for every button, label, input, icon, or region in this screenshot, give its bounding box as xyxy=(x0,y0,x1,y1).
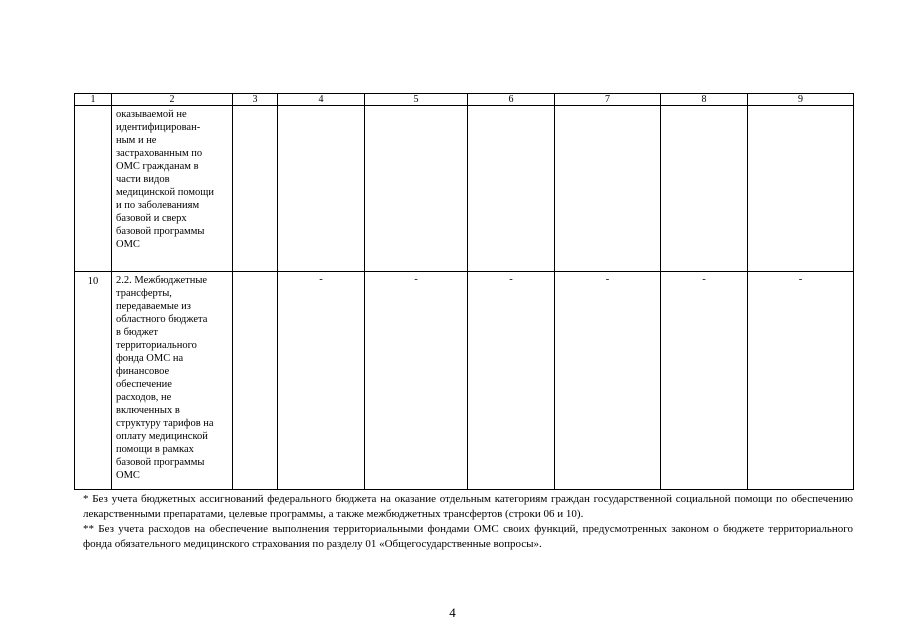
table-cell xyxy=(233,106,278,272)
row-number xyxy=(75,106,112,272)
footnote-2: ** Без учета расходов на обеспечение выполнения территориальными фондами ОМС своих функций, предусмотренных законом о бюджете территориального фонда обязательного медицинского страхования по разделу 01 «Общегосударственные вопросы». xyxy=(83,523,853,550)
text-line: расходов, не xyxy=(116,392,172,403)
cell-col-9: - xyxy=(748,272,854,490)
text-line: ОМС гражданам в xyxy=(116,161,199,172)
footnote-1: * Без учета бюджетных ассигнований федерального бюджета на оказание отдельным категориям граждан государственной социальной помощи по обеспечению лекарственными препаратами, целевые программы, а также межбюджетных трансфертов (строки 06 и 10). xyxy=(83,493,853,520)
footnotes xyxy=(83,492,853,552)
table-cell xyxy=(555,106,661,272)
text-line: фонда ОМС на xyxy=(116,353,184,364)
cell-col-7: - xyxy=(555,272,661,490)
column-number-row xyxy=(75,94,854,106)
text-line: финансовое xyxy=(116,366,170,377)
text-line: областного бюджета xyxy=(116,314,208,325)
text-line: базовой и сверх xyxy=(116,213,187,224)
text-line: застрахованным по xyxy=(116,148,203,159)
cell-col-3 xyxy=(233,272,278,490)
text-line: трансферты, xyxy=(116,288,172,299)
cell-col-4: - xyxy=(278,272,365,490)
text-line: помощи в рамках xyxy=(116,444,194,455)
text-line: в бюджет xyxy=(116,327,158,338)
cell-col-8: - xyxy=(661,272,748,490)
row-number: 10 xyxy=(75,272,112,490)
col-header-8: 8 xyxy=(661,94,748,106)
page-number: 4 xyxy=(449,605,456,620)
row-description xyxy=(112,106,233,272)
table-cell xyxy=(365,106,468,272)
text-line: идентифицирован- xyxy=(116,122,201,133)
text-line: оплату медицинской xyxy=(116,431,208,442)
col-header-3: 3 xyxy=(233,94,278,106)
col-header-5: 5 xyxy=(365,94,468,106)
col-header-6: 6 xyxy=(468,94,555,106)
text-line: базовой программы xyxy=(116,457,205,468)
table-cell xyxy=(661,106,748,272)
cell-col-5: - xyxy=(365,272,468,490)
table-row-continued xyxy=(75,106,854,272)
col-header-2: 2 xyxy=(112,94,233,106)
table-cell xyxy=(468,106,555,272)
table-cell xyxy=(278,106,365,272)
text-line: части видов xyxy=(116,174,170,185)
col-header-9: 9 xyxy=(748,94,854,106)
text-line: структуру тарифов на xyxy=(116,418,214,429)
text-line: оказываемой не xyxy=(116,109,187,120)
text-line: ОМС xyxy=(116,239,140,250)
text-line: территориального xyxy=(116,340,197,351)
table-cell xyxy=(748,106,854,272)
text-line: медицинской помощи xyxy=(116,187,214,198)
col-header-4: 4 xyxy=(278,94,365,106)
budget-table xyxy=(74,93,854,490)
text-line: базовой программы xyxy=(116,226,205,237)
text-line: обеспечение xyxy=(116,379,172,390)
row-description xyxy=(112,272,233,490)
cell-col-6: - xyxy=(468,272,555,490)
text-line: передаваемые из xyxy=(116,301,191,312)
col-header-1: 1 xyxy=(75,94,112,106)
text-line: включенных в xyxy=(116,405,180,416)
text-line: и по заболеваниям xyxy=(116,200,200,211)
text-line: ОМС xyxy=(116,470,140,481)
text-line: 2.2. Межбюджетные xyxy=(116,275,208,286)
table-row-10 xyxy=(75,272,854,490)
col-header-7: 7 xyxy=(555,94,661,106)
text-line: ным и не xyxy=(116,135,157,146)
